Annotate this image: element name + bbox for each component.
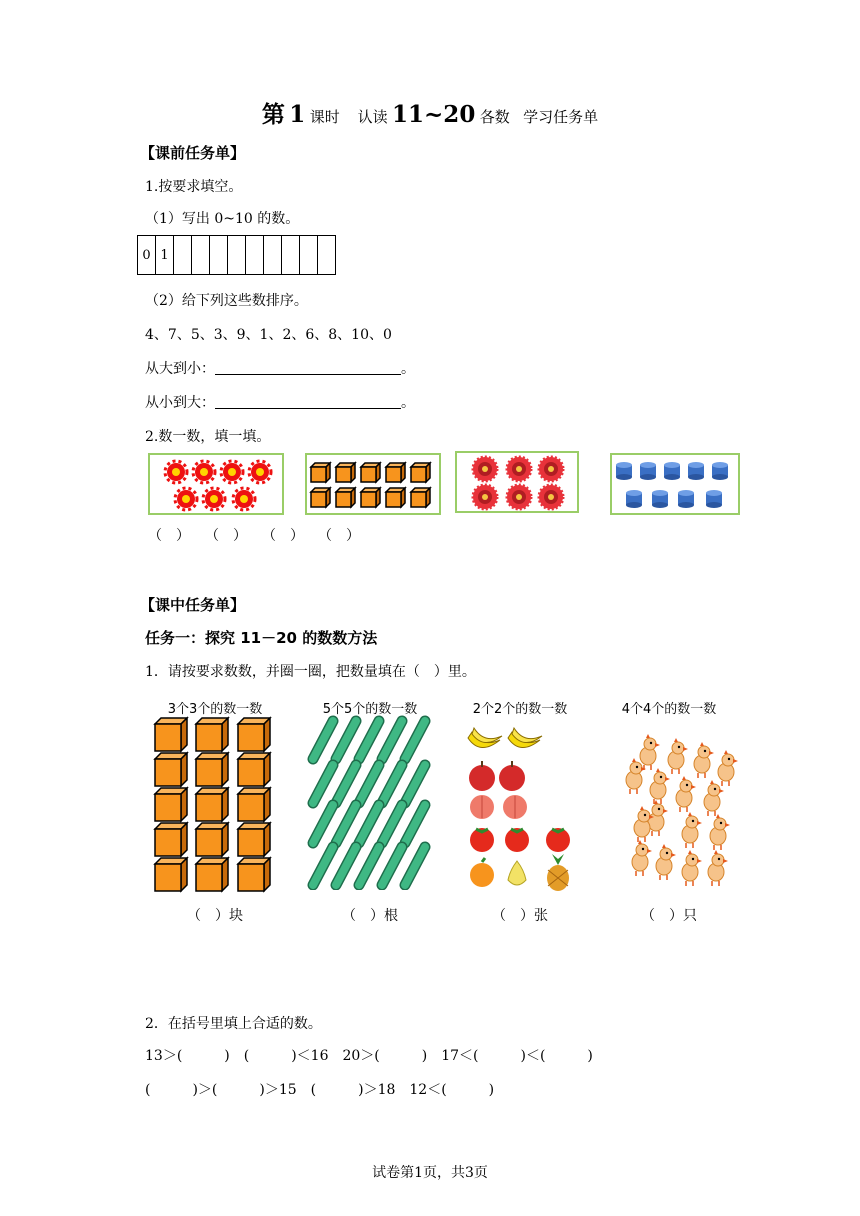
- grid-cell[interactable]: [300, 236, 318, 275]
- apple-icon: [469, 761, 525, 791]
- question-1-1: （1）写出 0~10 的数。: [145, 211, 300, 227]
- answer-blank[interactable]: [215, 360, 401, 375]
- group-answer[interactable]: （ ）张: [492, 908, 548, 924]
- question-1: 1.按要求填空。: [145, 179, 243, 195]
- tomato-icon: [470, 828, 570, 852]
- small-to-big-row: 从小到大： 。: [145, 395, 415, 411]
- green-stick-icon: [305, 715, 440, 890]
- fruit-icon: [460, 718, 585, 893]
- cylinder-icon: [612, 455, 738, 513]
- answer-blank[interactable]: [215, 394, 401, 409]
- group-caption: 2个2个的数一数: [472, 702, 568, 717]
- question-1-2: （2）给下列这些数排序。: [145, 293, 308, 309]
- group-caption: 3个3个的数一数: [167, 702, 263, 717]
- group-caption: 4个4个的数一数: [621, 702, 717, 717]
- compare-row-2[interactable]: ( )＞( )＞15 ( )＞18 12＜( ): [145, 1082, 495, 1098]
- grid-cell[interactable]: [246, 236, 264, 275]
- flower-icon: [150, 455, 282, 513]
- page-footer: 试卷第1页，共3页: [372, 1165, 488, 1181]
- group-caption: 5个5个的数一数: [322, 702, 418, 717]
- banana-icon: [468, 728, 542, 748]
- grid-cell[interactable]: [174, 236, 192, 275]
- orange-fruit-icon: [470, 863, 494, 887]
- mid-question-2: 2．在括号里填上合适的数。: [145, 1016, 322, 1032]
- group-answer[interactable]: （ ）根: [342, 908, 398, 924]
- answer-paren[interactable]: （ ）: [318, 528, 360, 544]
- grid-cell[interactable]: [318, 236, 336, 275]
- grid-cell[interactable]: [264, 236, 282, 275]
- orange-cube-icon: [150, 715, 280, 895]
- flower-box: [148, 453, 284, 515]
- question-2: 2.数一数，填一填。: [145, 429, 271, 445]
- grid-cell[interactable]: [192, 236, 210, 275]
- answer-paren[interactable]: （ ）: [262, 528, 304, 544]
- pre-task-heading: 【课前任务单】: [140, 144, 246, 162]
- peach-icon: [470, 795, 527, 819]
- cube-box: [305, 453, 441, 515]
- mid-task-heading: 【课中任务单】: [140, 596, 246, 614]
- pineapple-icon: [547, 854, 569, 891]
- answer-paren[interactable]: （ ）: [205, 528, 247, 544]
- red-flower-box: [455, 451, 579, 513]
- task-one-title: 任务一：探究 11－20 的数数方法: [145, 629, 378, 647]
- grid-cell[interactable]: [282, 236, 300, 275]
- big-to-small-row: 从大到小： 。: [145, 361, 415, 377]
- number-grid: [137, 235, 336, 275]
- pear-icon: [508, 861, 526, 885]
- page-title: 第 1 课时 认读 11~20 各数 学习任务单: [261, 101, 599, 128]
- grid-cell[interactable]: 1: [156, 236, 174, 275]
- red-flower-icon: [457, 453, 577, 511]
- grid-cell[interactable]: 0: [138, 236, 156, 275]
- small-cube-icon: [307, 455, 439, 513]
- number-list: 4、7、5、3、9、1、2、6、8、10、0: [145, 327, 392, 343]
- cylinder-box: [610, 453, 740, 515]
- grid-cell[interactable]: [228, 236, 246, 275]
- mid-question-1: 1．请按要求数数，并圈一圈，把数量填在（ ）里。: [145, 664, 476, 680]
- compare-row-1[interactable]: 13＞( ) ( )＜16 20＞( ) 17＜( )＜( ): [145, 1048, 593, 1064]
- grid-cell[interactable]: [210, 236, 228, 275]
- answer-paren[interactable]: （ ）: [148, 528, 190, 544]
- group-answer[interactable]: （ ）块: [187, 908, 243, 924]
- group-answer[interactable]: （ ）只: [641, 908, 697, 924]
- chick-icon: [618, 730, 743, 890]
